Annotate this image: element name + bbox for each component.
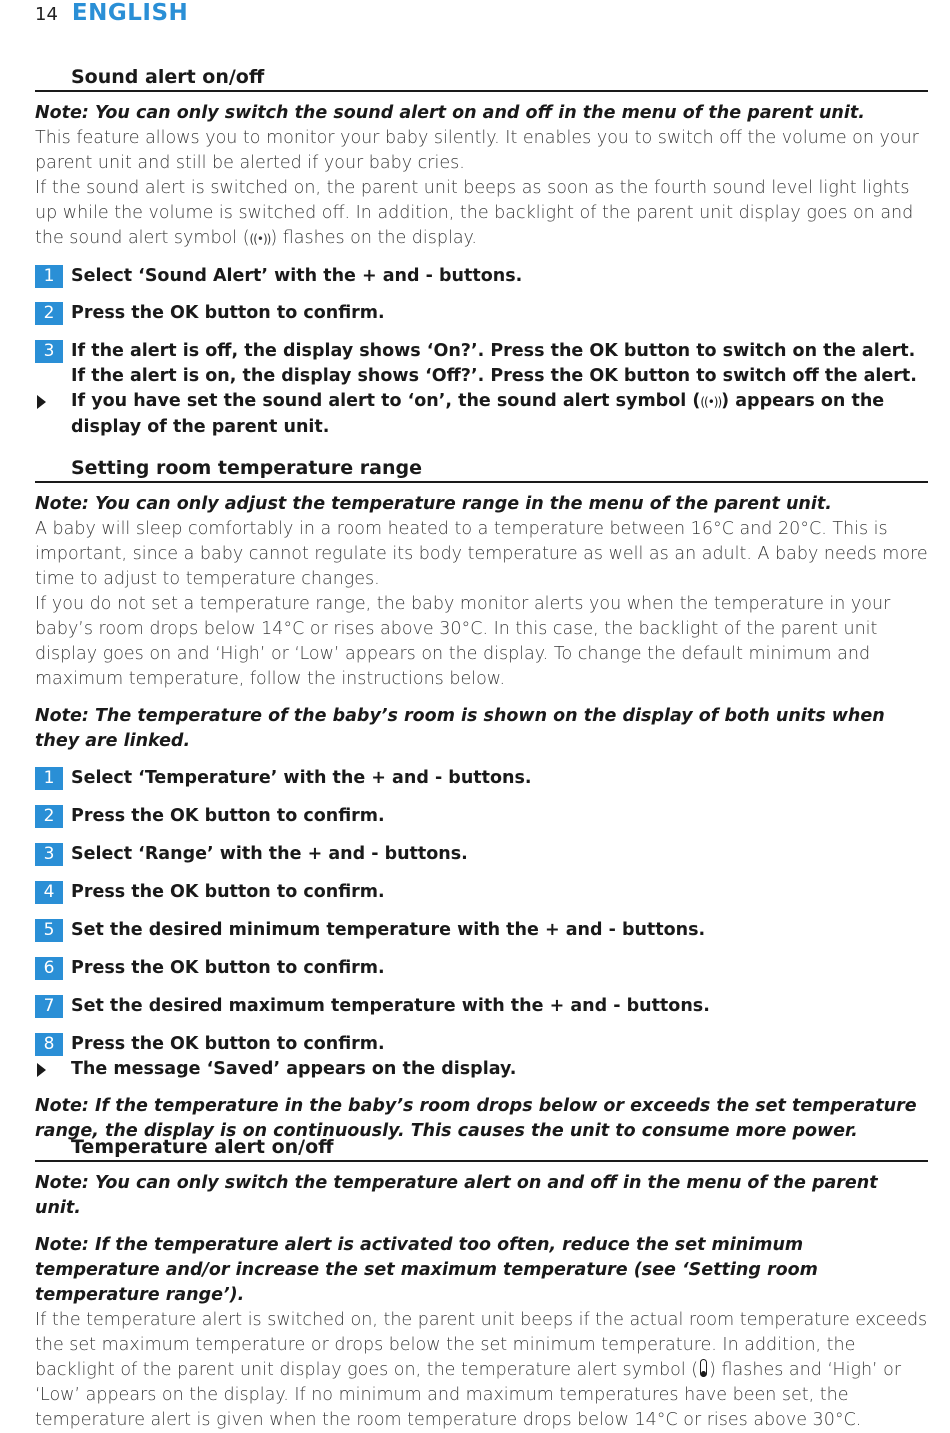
step: 1 Select ‘Sound Alert’ with the + and - buttons. <box>35 264 928 289</box>
sound-alert-symbol-icon: ((•)) <box>249 232 271 246</box>
step-number: 4 <box>35 881 63 904</box>
section-temperature-range <box>35 455 928 1144</box>
note: Note: If the temperature alert is activated too often, reduce the set minimum temperature and/or increase the set maximum temperature (see ‘Setting room temperature range’). <box>35 1235 818 1305</box>
step: 5 Set the desired minimum temperature with the + and - buttons. <box>35 918 928 943</box>
step-number: 3 <box>35 340 63 363</box>
paragraph: This feature allows you to monitor your baby silently. It enables you to switch off the volume on your parent unit and still be alerted if your baby cries. <box>35 128 919 173</box>
step: 1 Select ‘Temperature’ with the + and - buttons. <box>35 766 928 791</box>
paragraph: If you do not set a temperature range, the baby monitor alerts you when the temperature in your baby’s room drops below 14°C or rises above 30°C. In this case, the backlight of the parent unit display goes on and ‘High’ or ‘Low’ appears on the display. To change the default minimum and maximum temperature, follow the instructions below. <box>35 594 891 689</box>
step: 2 Press the OK button to confirm. <box>35 804 928 829</box>
section-title: Temperature alert on/off <box>35 1134 928 1162</box>
step: 8 Press the OK button to confirm. <box>35 1032 928 1057</box>
sound-alert-symbol-icon: ((•)) <box>700 395 722 409</box>
step: 3 If the alert is off, the display shows ‘On?’. Press the OK button to switch on the alert. If the alert is on, the display shows ‘Off?’. Press the OK button to switch off the alert. <box>35 339 928 389</box>
note: Note: You can only switch the temperature alert on and off in the menu of the parent unit. <box>35 1173 878 1218</box>
paragraph: If the sound alert is switched on, the parent unit beeps as soon as the fourth sound level light lights up while the volume is switched off. In addition, the backlight of the parent unit display goes on and the sound alert symbol (((•))) flashes on the display. <box>35 178 914 248</box>
bullet-arrow-icon <box>37 395 46 409</box>
step-number: 2 <box>35 302 63 325</box>
section-temperature-alert <box>35 1134 928 1433</box>
page-number: 14 <box>35 4 58 25</box>
section-title: Setting room temperature range <box>35 455 928 483</box>
note: Note: You can only adjust the temperature range in the menu of the parent unit. <box>35 494 832 514</box>
thermometer-icon <box>700 1359 707 1377</box>
language-label: ENGLISH <box>71 0 189 26</box>
step: 7 Set the desired maximum temperature with the + and - buttons. <box>35 994 928 1019</box>
step-number: 1 <box>35 767 63 790</box>
page-header <box>35 0 188 28</box>
section-sound-alert <box>35 64 928 440</box>
step-number: 2 <box>35 805 63 828</box>
paragraph: A baby will sleep comfortably in a room heated to a temperature between 16°C and 20°C. This is important, since a baby cannot regulate its body temperature as well as an adult. A baby needs more time to adjust to temperature changes. <box>35 519 928 589</box>
step-number: 8 <box>35 1033 63 1056</box>
bullet-arrow-icon <box>37 1063 46 1077</box>
step: 3 Select ‘Range’ with the + and - buttons. <box>35 842 928 867</box>
step-number: 7 <box>35 995 63 1018</box>
result-bullet: The message ‘Saved’ appears on the display. <box>35 1057 928 1082</box>
step-number: 6 <box>35 957 63 980</box>
section-title: Sound alert on/off <box>35 64 928 92</box>
note: Note: The temperature of the baby’s room is shown on the display of both units when they are linked. <box>35 706 885 751</box>
result-bullet: If you have set the sound alert to ‘on’, the sound alert symbol (((•))) appears on the display of the parent unit. <box>35 389 928 440</box>
step: 4 Press the OK button to confirm. <box>35 880 928 905</box>
note: Note: If the temperature in the baby’s room drops below or exceeds the set temperature range, the display is on continuously. This causes the unit to consume more power. <box>35 1096 917 1141</box>
step-number: 5 <box>35 919 63 942</box>
step: 6 Press the OK button to confirm. <box>35 956 928 981</box>
paragraph: If the temperature alert is switched on, the parent unit beeps if the actual room temperature exceeds the set maximum temperature or drops below the set minimum temperature. In addition, the backlight of the parent unit display goes on, the temperature alert symbol ( ) flashes and ‘High’ or ‘Low’ appears on the display. If no minimum and maximum temperatures have been set, the temperature alert is given when the room temperature drops below 14°C or rises above 30°C. <box>35 1310 928 1430</box>
note: Note: You can only switch the sound alert on and off in the menu of the parent unit. <box>35 103 865 123</box>
step: 2 Press the OK button to confirm. <box>35 301 928 326</box>
step-number: 1 <box>35 265 63 288</box>
step-number: 3 <box>35 843 63 866</box>
